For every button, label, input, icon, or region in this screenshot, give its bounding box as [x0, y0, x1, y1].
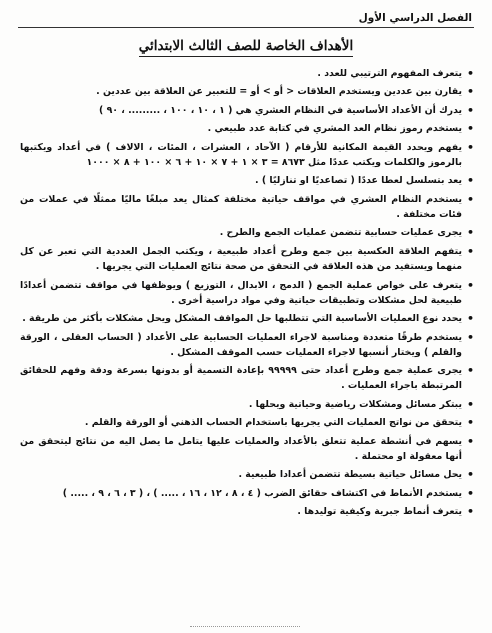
- objective-item: • يتعرف على خواص عملية الجمع ( الدمج ، الابدال ، التوزيع ) ويوظفها في مواقف تتضمن أعدادًا طبيعية لحل مشكلات وتطبيقات حياتية وفي مواد دراسية أخرى .: [20, 278, 474, 308]
- header-divider: [18, 27, 474, 28]
- objective-item: • يستخدم النظام العشري في مواقف حياتية مختلفة كمثال يعد مبلغًا ماليًا ممثلًا في عملات من فئات مختلفة .: [20, 192, 474, 222]
- objective-item: • يقارن بين عددين ويستخدم العلاقات < أو > أو = للتعبير عن العلاقة بين عددين .: [20, 84, 474, 99]
- objective-item: • يتفهم العلاقة العكسية بين جمع وطرح أعداد طبيعية ، ويكتب الجمل العددية التي تعبر عن كل منهما ويستفيد من هذه العلاقة في التحقق من صحة نتائج العمليات التي يجريها .: [20, 244, 474, 274]
- document-title-text: الأهداف الخاصة للصف الثالث الابتدائي: [139, 38, 353, 57]
- page-bottom-mark: [190, 626, 300, 627]
- objective-item: • يستخدم رموز نظام العد المشري في كتابة عدد طبيعي .: [20, 121, 474, 136]
- semester-label: الفصل الدراسي الأول: [358, 12, 472, 24]
- objective-item: • يحل مسائل حياتية بسيطة تتضمن أعدادا طبيعية .: [20, 467, 474, 482]
- objective-item: • يسهم في أنشطة عملية تتعلق بالأعداد والعمليات عليها يتامل ما يصل اليه من نتائج ليتحقق من أنها معقولة او محتملة .: [20, 434, 474, 464]
- objective-item: • يتعرف أنماط جبرية وكيفية توليدها .: [20, 504, 474, 519]
- objective-item: • يجرى عملية جمع وطرح أعداد حتى ٩٩٩٩٩ بإعادة التسمية أو بدونها بسرعة ودقة وفهم للحقائق المرتبطة باجراء العمليات .: [20, 363, 474, 393]
- objective-item: • يتعرف المفهوم الترتيبي للعدد .: [20, 66, 474, 81]
- document-title: [14, 38, 478, 54]
- objective-item: • يعد بتسلسل لعطا عددًا ( تصاعديًا او تنازليًا ) .: [20, 173, 474, 188]
- objective-item: • يحدد نوع العمليات الأساسية التي تتطلبها حل المواقف المشكل ويحل مشكلات بأكثر من طريقة .: [20, 311, 474, 326]
- objective-item: • يفهم ويحدد القيمة المكانية للأرقام ( الآحاد ، العشرات ، المئات ، الالاف ) في أعداد ويكتبها بالرموز والكلمات ويكتب عددًا مثل ٨٦٧٣ = ٣ × ١ + ٧ × ١٠ + ٦ × ١٠٠ + ٨ × ١٠٠٠: [20, 140, 474, 170]
- objective-item: • يجرى عمليات حسابية تتضمن عمليات الجمع والطرح .: [20, 225, 474, 240]
- objective-item: • يستخدم الأنماط في اكتشاف حقائق الضرب ( ٤ ، ٨ ، ١٢ ، ١٦ ، ..... ) ، ( ٣ ، ٦ ، ٩ ، ..... ): [20, 486, 474, 501]
- objective-item: • يستخدم طرقًا متعددة ومناسبة لاجراء العمليات الحسابية على الأعداد ( الحساب العقلى ، الورقة والقلم ) ويختار أنسبها لاجراء العمليات حسب الموقف المشكل .: [20, 330, 474, 360]
- objectives-list: [14, 66, 478, 519]
- objective-item: • يدرك أن الأعداد الأساسية في النظام العشري هي ( ١ ، ١٠ ، ١٠٠ ، ......... ، ٩٠ ): [20, 103, 474, 118]
- objective-item: • يتحقق من نواتج العمليات التي يجريها باستخدام الحساب الذهني أو الورقة والقلم .: [20, 415, 474, 430]
- objective-item: • يبتكر مسائل ومشكلات رياضية وحياتية ويحلها .: [20, 397, 474, 412]
